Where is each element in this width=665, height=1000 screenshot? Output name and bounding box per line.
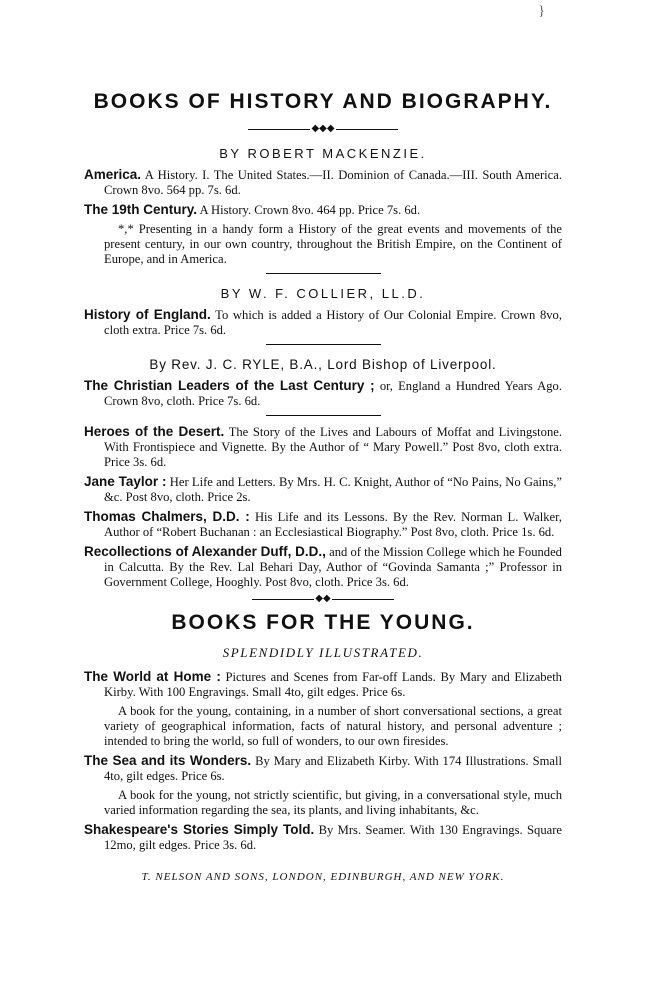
book-entry-history-of-england [84,307,562,338]
book-entry-thomas-chalmers [84,509,562,540]
author-heading-mackenzie: BY ROBERT MACKENZIE. [219,146,427,162]
book-entry-america [84,167,562,198]
book-entry-19th-century [84,202,562,218]
book-note: A book for the young, not strictly scientific, but giving, in a conversational style, much varied information regarding the sea, its plants, and living inhabitants, &c. [104,787,562,817]
book-description: By Mary and Elizabeth Kirby. With 174 Illustrations. Small 4to, gilt edges. Price 6s. [104,753,563,783]
book-description: A History. Crown 8vo. 464 pp. Price 7s. 6d. [199,203,421,218]
book-title: The World at Home : [84,668,221,684]
book-entry-christian-leaders [84,378,562,409]
author-heading-ryle: By Rev. J. C. RYLE, B.A., Lord Bishop of Liverpool. [149,357,497,373]
book-title: History of England. [84,307,211,323]
book-description: A History. I. The United States.—II. Dominion of Canada.—III. South America. Crown 8vo. 564 pp. 7s. 6d. [104,168,562,198]
book-entry-alexander-duff [84,544,562,590]
book-description: The Story of the Lives and Labours of Moffat and Livingstone. With Frontispiece and Vignette. By the Author of “ Mary Powell.” Post 8vo, cloth extra. Price 3s. 6d. [104,425,562,470]
divider-rule [266,344,381,345]
book-description: To which is added a History of Our Colonial Empire. Crown 8vo, cloth extra. Price 7s. 6d. [104,308,562,338]
divider-rule [266,273,381,274]
section-heading-young: BOOKS FOR THE YOUNG. [171,610,475,634]
section-subheading: SPLENDIDLY ILLUSTRATED. [222,644,424,660]
publisher-footer: T. NELSON AND SONS, LONDON, EDINBURGH, AND NEW YORK. [141,870,505,883]
book-title: America. [84,167,142,183]
corner-mark: } [538,4,545,19]
book-entry-shakespeare-stories [84,822,562,853]
ornamental-divider: ◆◆◆ [84,124,562,134]
book-title: Recollections of Alexander Duff, D.D., [84,544,326,560]
book-title: Jane Taylor : [84,474,167,490]
book-description: Her Life and Letters. By Mrs. H. C. Knight, Author of “No Pains, No Gains,” &c. Post 8vo, cloth. Price 2s. [104,475,562,505]
book-title: Heroes of the Desert. [84,424,225,440]
book-title: The Sea and its Wonders. [84,752,252,768]
section-heading-history: BOOKS OF HISTORY AND BIOGRAPHY. [93,90,553,113]
book-entry-heroes-of-the-desert [84,424,562,470]
book-description: His Life and its Lessons. By the Rev. Norman L. Walker, Author of “Robert Buchanan : an Ecclesiastical Biography.” Post 8vo, cloth. Price 1s. 6d. [104,510,562,540]
ornamental-divider: ◆◆ [84,594,562,604]
book-entry-sea-and-its-wonders [84,753,562,784]
book-entry-world-at-home [84,669,562,700]
book-title: The 19th Century. [84,202,198,218]
author-heading-collier: BY W. F. COLLIER, LL.D. [220,286,426,302]
book-entry-jane-taylor [84,474,562,505]
book-title: Thomas Chalmers, D.D. : [84,509,250,525]
book-note: *,* Presenting in a handy form a History of the great events and movements of the present century, in our own country, throughout the British Empire, on the Continent of Europe, and in America. [104,222,562,267]
book-description: By Mrs. Seamer. With 130 Engravings. Square 12mo, gilt edges. Price 3s. 6d. [104,822,562,852]
book-note: A book for the young, containing, in a number of short conversational sections, a great variety of geographical information, facts of natural history, and personal adventure ; intended to bring the world, so full of wonders, to our own firesides. [104,703,562,748]
book-description: Pictures and Scenes from Far-off Lands. By Mary and Elizabeth Kirby. With 100 Engravings. Small 4to, gilt edges. Price 6s. [104,669,562,699]
book-title: The Christian Leaders of the Last Century ; [84,378,375,394]
advertisement-page [84,90,562,883]
book-title: Shakespeare's Stories Simply Told. [84,821,315,837]
book-description: or, England a Hundred Years Ago. Crown 8vo, cloth. Price 7s. 6d. [104,379,562,409]
divider-rule [266,415,381,416]
book-description: and of the Mission College which he Founded in Calcutta. By the Rev. Lal Behari Day, Author of “Govinda Samanta ;” Professor in Government College, Hooghly. Post 8vo, cloth. Price 3s. 6d. [104,545,562,590]
